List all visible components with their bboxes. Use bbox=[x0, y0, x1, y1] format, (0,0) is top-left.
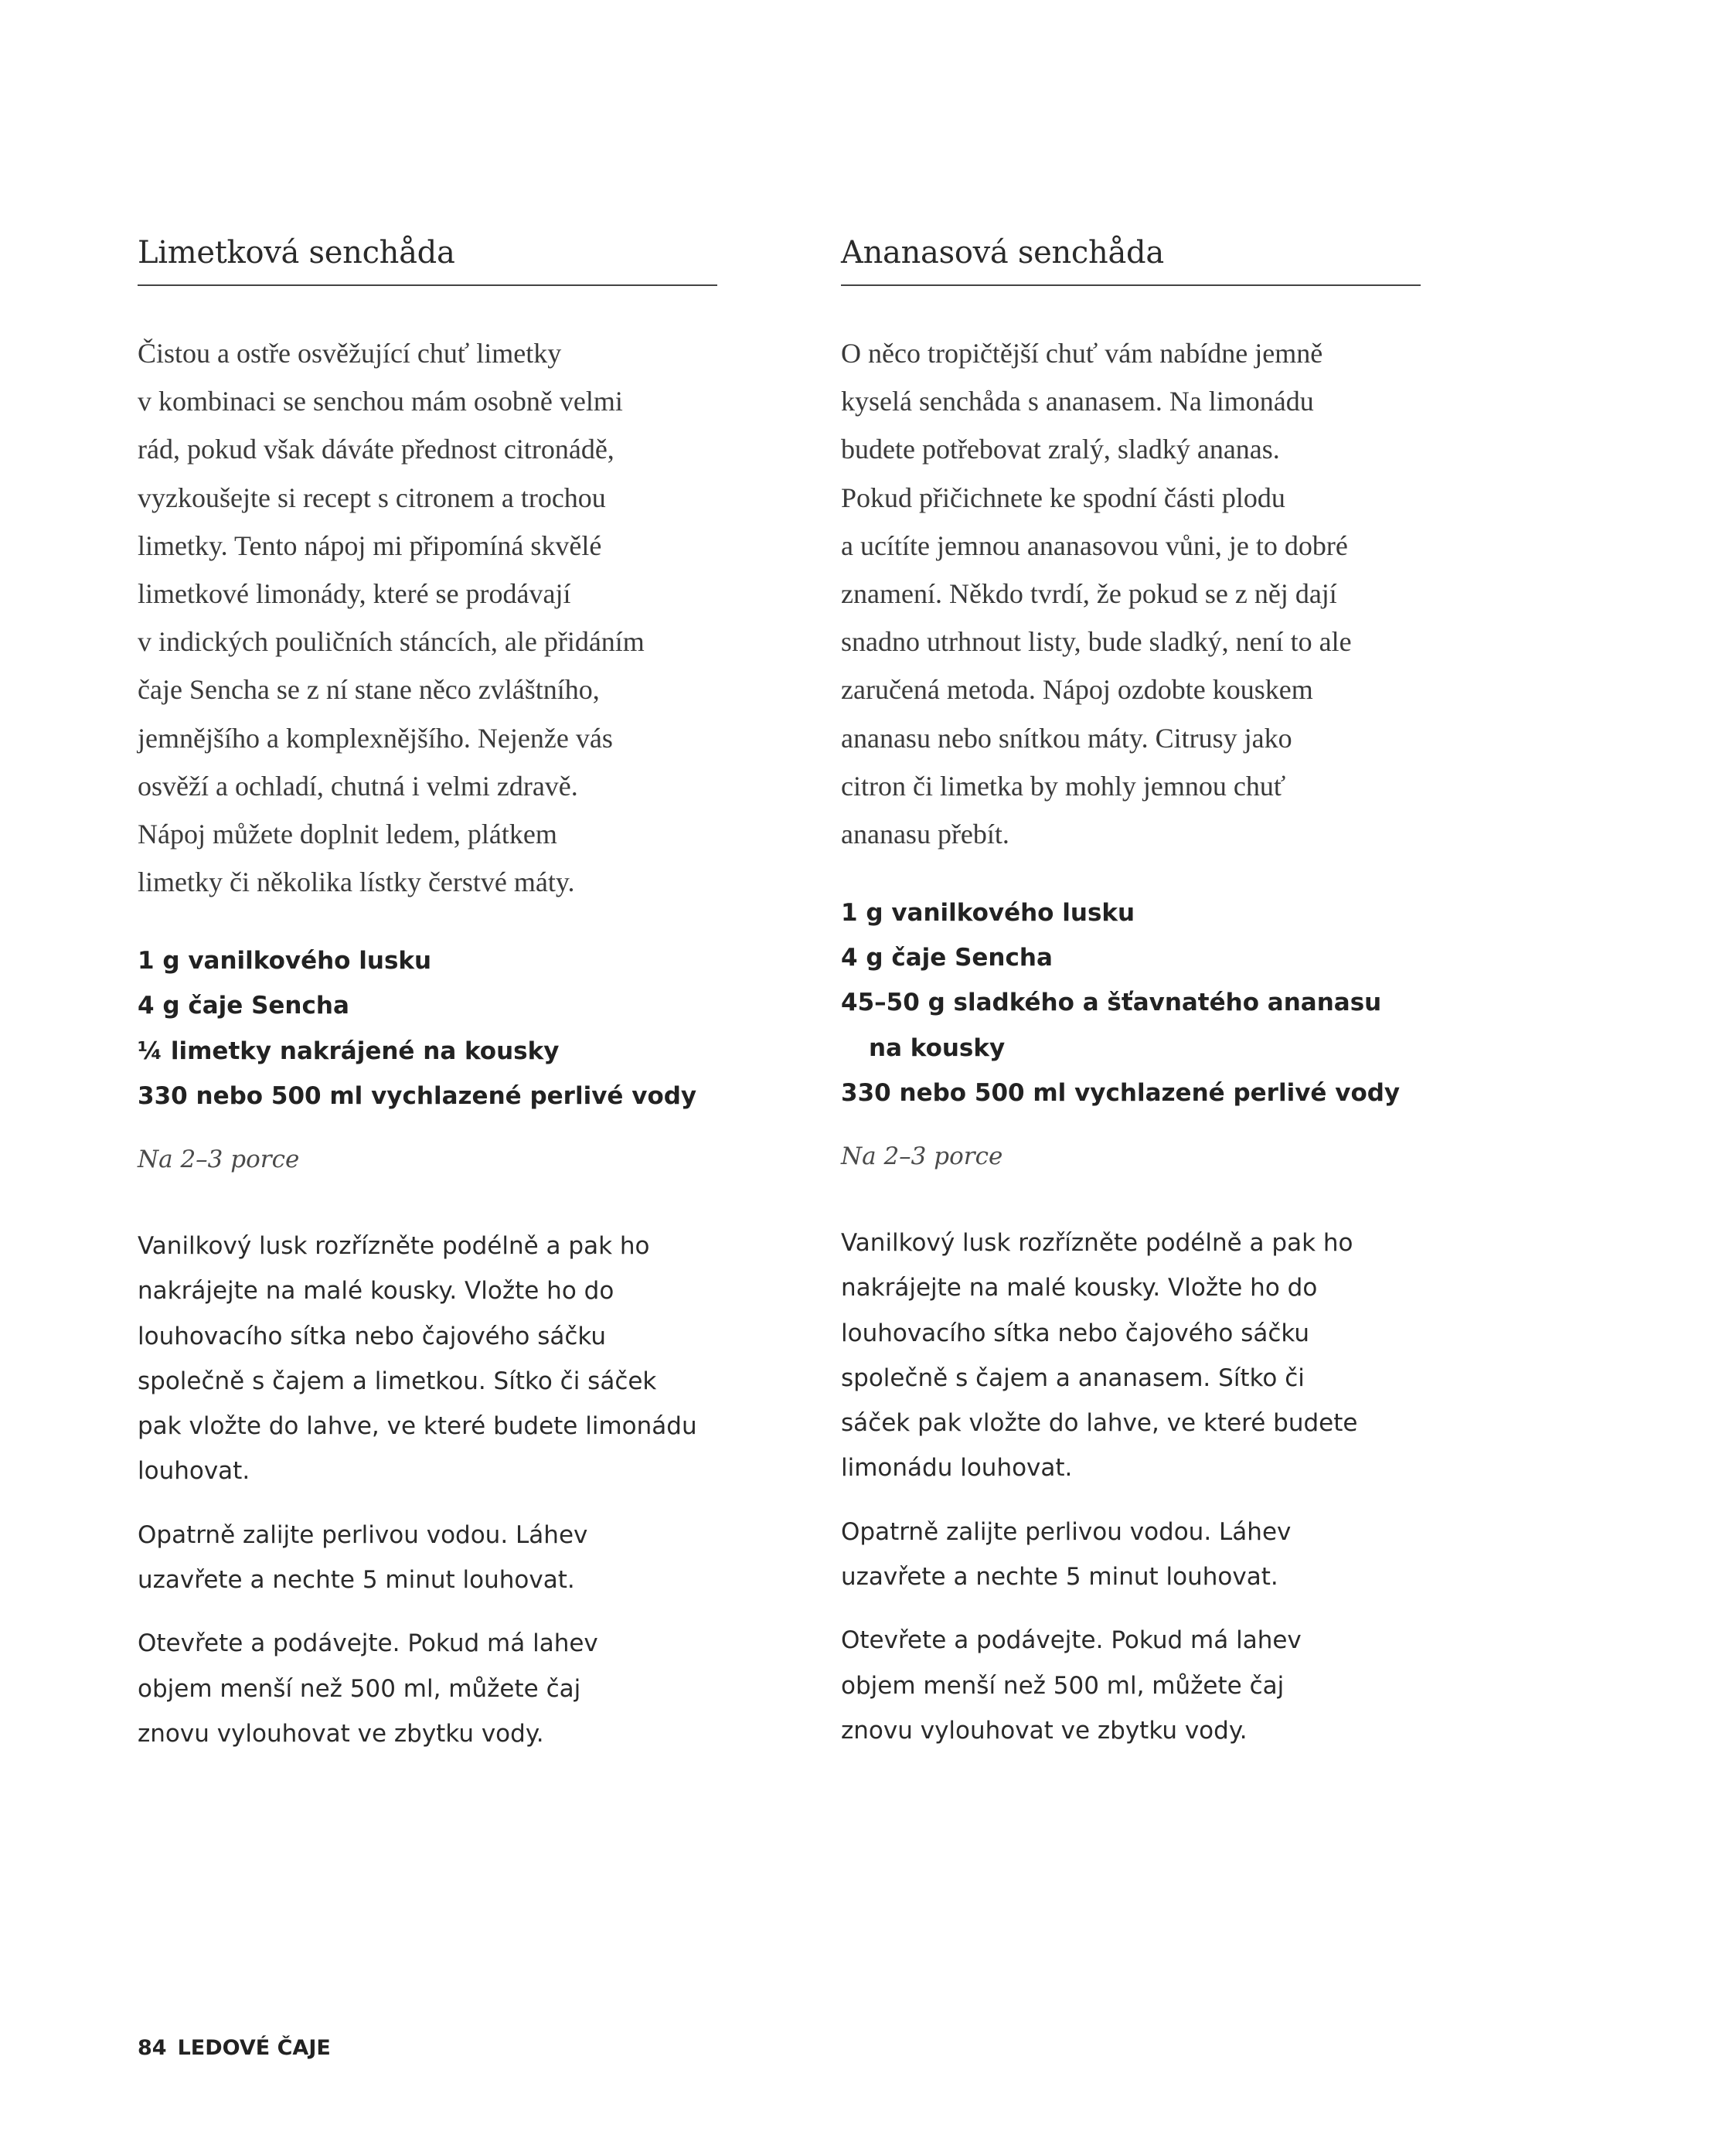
ingredient-item: 4 g čaje Sencha bbox=[841, 944, 1053, 972]
intro-line: rád, pokud však dáváte přednost citronádě, bbox=[138, 434, 614, 465]
step-line: Opatrně zalijte perlivou vodou. Láhev bbox=[841, 1517, 1292, 1546]
step-paragraph bbox=[138, 1513, 717, 1603]
intro-line: vyzkoušejte si recept s citronem a trochou bbox=[138, 482, 606, 513]
left-recipe bbox=[138, 226, 717, 1775]
intro-line: snadno utrhnout listy, bude sladký, není to ale bbox=[841, 626, 1352, 658]
intro-line: budete potřebovat zralý, sladký ananas. bbox=[841, 434, 1280, 465]
intro-line: limetkové limonády, které se prodávají bbox=[138, 577, 571, 609]
ingredient-item: 1 g vanilkového lusku bbox=[138, 947, 432, 975]
intro-line: v kombinaci se senchou mám osobně velmi bbox=[138, 386, 623, 417]
step-line: znovu vylouhovat ve zbytku vody. bbox=[138, 1719, 544, 1748]
ingredient-item: ¼ limetky nakrájené na kousky bbox=[138, 1037, 560, 1065]
intro-line: Pokud přičichnete ke spodní části plodu bbox=[841, 482, 1285, 513]
step-line: objem menší než 500 ml, můžete čaj bbox=[841, 1671, 1285, 1700]
step-line: Otevřete a podávejte. Pokud má lahev bbox=[138, 1629, 598, 1658]
intro-line: znamení. Někdo tvrdí, že pokud se z něj dají bbox=[841, 577, 1337, 609]
step-paragraph bbox=[138, 1224, 717, 1494]
ingredient-list bbox=[138, 938, 717, 1118]
step-paragraph bbox=[138, 1621, 717, 1756]
step-paragraph bbox=[841, 1510, 1421, 1600]
step-line: uzavřete a nechte 5 minut louhovat. bbox=[138, 1566, 575, 1595]
step-line: pak vložte do lahve, ve které budete limonádu bbox=[138, 1412, 697, 1441]
ingredient-item: 330 nebo 500 ml vychlazené perlivé vody bbox=[841, 1078, 1401, 1107]
ingredient-item: 45–50 g sladkého a šťavnatého ananasu bbox=[841, 989, 1382, 1017]
intro-line: zaručená metoda. Nápoj ozdobte kouskem bbox=[841, 674, 1313, 706]
step-line: louhovacího sítka nebo čajového sáčku bbox=[138, 1322, 607, 1350]
recipe-title: Limetková senchåda bbox=[138, 226, 717, 286]
intro-line: čaje Sencha se z ní stane něco zvláštního, bbox=[138, 674, 600, 706]
intro-line: a ucítíte jemnou ananasovou vůni, je to dobré bbox=[841, 529, 1348, 561]
ingredient-item: 4 g čaje Sencha bbox=[138, 992, 349, 1020]
step-line: Vanilkový lusk rozřízněte podélně a pak ho bbox=[841, 1229, 1353, 1257]
intro-line: limetky. Tento nápoj mi připomíná skvělé bbox=[138, 529, 602, 561]
step-line: louhovat. bbox=[138, 1457, 250, 1486]
step-line: objem menší než 500 ml, můžete čaj bbox=[138, 1674, 581, 1703]
intro-line: kyselá senchåda s ananasem. Na limonádu bbox=[841, 386, 1314, 417]
intro-line: jemnějšího a komplexnějšího. Nejenže vás bbox=[138, 722, 613, 754]
recipe-intro bbox=[138, 329, 717, 906]
step-line: Opatrně zalijte perlivou vodou. Láhev bbox=[138, 1520, 588, 1549]
recipe-title: Ananasová senchåda bbox=[841, 226, 1421, 286]
step-paragraph bbox=[841, 1221, 1421, 1491]
step-line: nakrájejte na malé kousky. Vložte ho do bbox=[138, 1277, 614, 1306]
step-line: sáček pak vložte do lahve, ve které budete bbox=[841, 1409, 1358, 1438]
recipe-steps bbox=[138, 1224, 717, 1756]
intro-line: ananasu přebít. bbox=[841, 818, 1009, 849]
intro-line: Čistou a ostře osvěžující chuť limetky bbox=[138, 338, 562, 369]
intro-line: Nápoj můžete doplnit ledem, plátkem bbox=[138, 818, 557, 849]
step-line: znovu vylouhovat ve zbytku vody. bbox=[841, 1716, 1248, 1745]
intro-line: limetky či několika lístky čerstvé máty. bbox=[138, 867, 575, 898]
step-paragraph bbox=[841, 1618, 1421, 1753]
ingredient-item: na kousky bbox=[869, 1033, 1006, 1062]
step-line: uzavřete a nechte 5 minut louhovat. bbox=[841, 1563, 1278, 1592]
step-line: společně s čajem a ananasem. Sítko či bbox=[841, 1364, 1305, 1392]
intro-line: O něco tropičtější chuť vám nabídne jemně bbox=[841, 338, 1323, 369]
step-line: Otevřete a podávejte. Pokud má lahev bbox=[841, 1626, 1302, 1655]
right-recipe bbox=[841, 226, 1421, 1772]
step-line: společně s čajem a limetkou. Sítko či sáček bbox=[138, 1367, 657, 1395]
step-line: Vanilkový lusk rozřízněte podélně a pak ho bbox=[138, 1232, 650, 1260]
recipe-steps bbox=[841, 1221, 1421, 1753]
step-line: limonádu louhovat. bbox=[841, 1454, 1073, 1483]
intro-line: citron či limetka by mohly jemnou chuť bbox=[841, 770, 1286, 802]
ingredient-list bbox=[841, 890, 1421, 1115]
intro-line: v indických pouličních stáncích, ale přidáním bbox=[138, 626, 645, 658]
step-line: louhovacího sítka nebo čajového sáčku bbox=[841, 1319, 1310, 1347]
page-footer bbox=[138, 2033, 331, 2064]
step-line: nakrájejte na malé kousky. Vložte ho do bbox=[841, 1274, 1318, 1302]
recipe-intro bbox=[841, 329, 1421, 858]
ingredient-item: 1 g vanilkového lusku bbox=[841, 899, 1135, 928]
intro-line: osvěží a ochladí, chutná i velmi zdravě. bbox=[138, 770, 578, 802]
ingredient-item: 330 nebo 500 ml vychlazené perlivé vody bbox=[138, 1081, 697, 1110]
page-number: 84 bbox=[138, 2036, 167, 2060]
intro-line: ananasu nebo snítkou máty. Citrusy jako bbox=[841, 722, 1292, 754]
section-title: LEDOVÉ ČAJE bbox=[177, 2036, 331, 2060]
portion-note: Na 2–3 porce bbox=[841, 1142, 1003, 1170]
portion-note: Na 2–3 porce bbox=[138, 1146, 300, 1173]
